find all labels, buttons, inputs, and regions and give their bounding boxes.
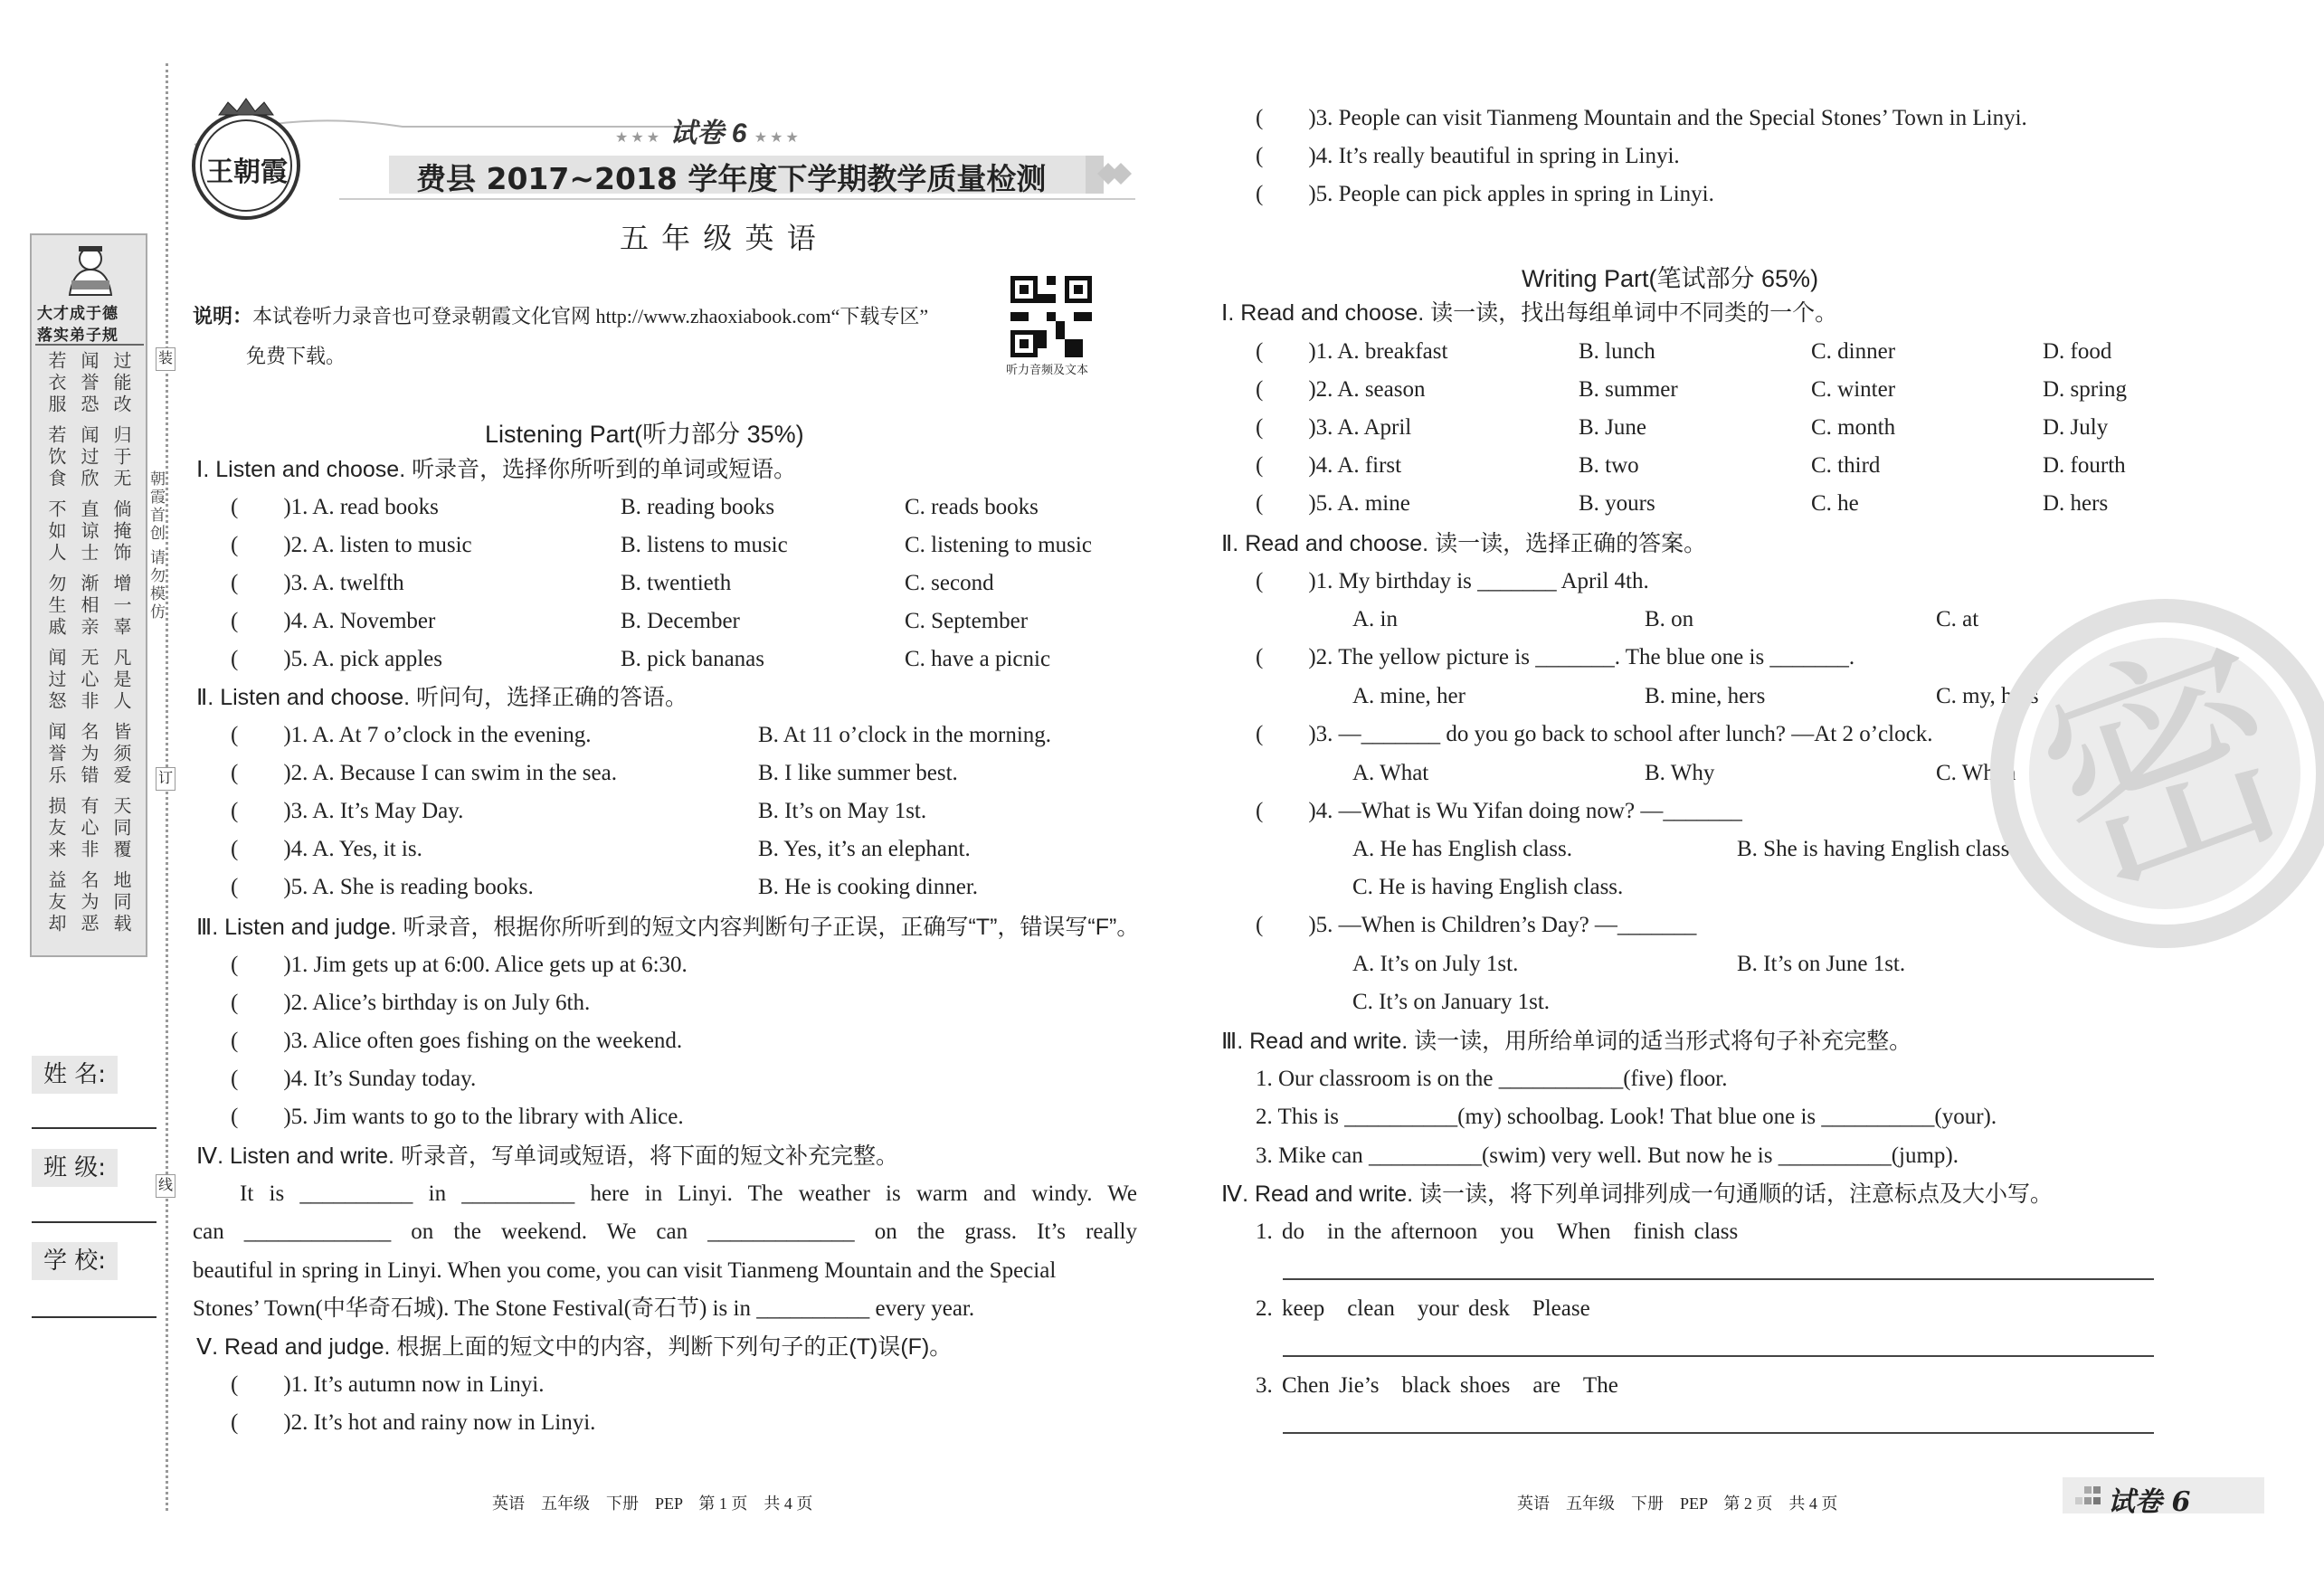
name-label: 姓 名: <box>32 1056 118 1094</box>
w2-q2: ( )2. The yellow picture is _______. The blue one is _______. <box>1256 645 1855 669</box>
w4-answer-line-1[interactable] <box>1283 1278 2154 1280</box>
w1-item-3-a: ( )3. A. April <box>1256 415 1412 440</box>
w2-q5: ( )5. —When is Children’s Day? —_______ <box>1256 913 1697 937</box>
s1-item-2-c: C. listening to music <box>905 533 1092 557</box>
proverb-column: 闻誉恐 <box>78 351 100 416</box>
w2-q5-opt-b: B. It’s on June 1st. <box>1737 952 1906 976</box>
proverb-columns <box>32 351 149 948</box>
proverb-column: 不如人 <box>45 499 67 565</box>
w3-item-3: 3. Mike can __________(swim) very well. But now he is __________(jump). <box>1256 1143 1959 1168</box>
binding-mark-zhuang: 装 <box>156 347 175 371</box>
proverb-column: 皆须爱 <box>110 722 132 787</box>
series-label: ★★★ 试卷 6 ★★★ <box>615 119 802 148</box>
w2-q4-opt-b: B. She is having English class. <box>1737 837 2016 861</box>
writing-w4-heading: Ⅳ. Read and write. 读一读，将下列单词排列成一句通顺的话，注意标点及大小写。 <box>1221 1181 2054 1207</box>
scholar-figure-icon <box>61 242 120 297</box>
qr-code-icon[interactable] <box>1010 276 1092 357</box>
w1-item-1-c: C. dinner <box>1811 339 1896 364</box>
school-label: 学 校: <box>32 1242 118 1280</box>
s1-item-3-c: C. second <box>905 571 994 595</box>
proverb-column: 归于无 <box>110 425 132 490</box>
w1-item-3-b: B. June <box>1579 415 1646 440</box>
s1-item-5-c: C. have a picnic <box>905 647 1051 671</box>
w1-item-4-b: B. two <box>1579 453 1639 478</box>
w2-q1-opt-b: B. on <box>1645 607 1694 631</box>
s1-item-1-b: B. reading books <box>621 495 775 519</box>
s1-item-3-b: B. twentieth <box>621 571 732 595</box>
star-icon: ★★★ <box>615 130 663 146</box>
binding-mark-ding: 订 <box>156 767 175 791</box>
listening-s3-heading: Ⅲ. Listen and judge. 听录音，根据你所听到的短文内容判断句子正误，正确写“T”，错误写“F”。 <box>196 915 1140 940</box>
qr-caption: 听力音频及文本 <box>1006 363 1089 376</box>
w1-item-5-d: D. hers <box>2043 491 2109 516</box>
proverb-column: 若衣服 <box>45 351 67 416</box>
proverb-column: 过能改 <box>110 351 132 416</box>
confidential-watermark: 密 <box>2009 600 2324 938</box>
s1-item-1-c: C. reads books <box>905 495 1039 519</box>
s1-item-1-a: ( )1. A. read books <box>231 495 439 519</box>
passage-line-3: beautiful in spring in Linyi. When you come, you can visit Tianmeng Mountain and the Special <box>193 1258 1057 1283</box>
s1-item-2-b: B. listens to music <box>621 533 788 557</box>
s3-item-5: ( )5. Jim wants to go to the library with Alice. <box>231 1105 684 1129</box>
s2-item-1-b: B. At 11 o’clock in the morning. <box>758 723 1052 747</box>
w1-item-2-a: ( )2. A. season <box>1256 377 1426 402</box>
w2-q3-opt-c: C. When <box>1936 761 2016 785</box>
w2-q5-opt-a: A. It’s on July 1st. <box>1352 952 1519 976</box>
s3-item-3: ( )3. Alice often goes fishing on the weekend. <box>231 1029 683 1053</box>
s1-item-5-a: ( )5. A. pick apples <box>231 647 442 671</box>
s5-item-1: ( )1. It’s autumn now in Linyi. <box>231 1372 545 1397</box>
w2-q4-opt-c: C. He is having English class. <box>1352 875 1624 899</box>
copyright-note: 朝霞首创 请勿模仿 <box>147 470 165 622</box>
s2-item-3-a: ( )3. A. It’s May Day. <box>231 799 464 823</box>
w1-item-2-c: C. winter <box>1811 377 1896 402</box>
w2-q3-opt-a: A. What <box>1352 761 1429 785</box>
proverb-column: 闻誉乐 <box>45 722 67 787</box>
note-line-1: 说明：本试卷听力录音也可登录朝霞文化官网 http://www.zhaoxiabook.com“下载专区” <box>193 305 929 327</box>
w2-q1-opt-c: C. at <box>1936 607 1979 631</box>
s1-item-5-b: B. pick bananas <box>621 647 764 671</box>
class-field[interactable] <box>32 1221 157 1223</box>
proverb-column: 天同覆 <box>110 796 132 861</box>
s2-item-3-b: B. It’s on May 1st. <box>758 799 927 823</box>
s2-item-2-a: ( )2. A. Because I can swim in the sea. <box>231 761 617 785</box>
s1-item-4-c: C. September <box>905 609 1029 633</box>
w2-q5-opt-c: C. It’s on January 1st. <box>1352 990 1551 1014</box>
w2-q4: ( )4. —What is Wu Yifan doing now? —_______ <box>1256 799 1742 823</box>
proverb-column: 凡是人 <box>110 648 132 713</box>
w2-q3: ( )3. —_______ do you go back to school after lunch? —At 2 o’clock. <box>1256 722 1933 746</box>
w1-item-5-a: ( )5. A. mine <box>1256 491 1410 516</box>
proverb-column: 闻过欣 <box>78 425 100 490</box>
listening-s4-heading: Ⅳ. Listen and write. 听录音，写单词或短语，将下面的短文补充完整。 <box>196 1143 898 1169</box>
w1-item-3-d: D. July <box>2043 415 2109 440</box>
listening-s5-heading: Ⅴ. Read and judge. 根据上面的短文中的内容，判断下列句子的正(T)误(F)。 <box>196 1334 953 1360</box>
proverb-column: 增一辜 <box>110 574 132 639</box>
w4-item-2: 2. keep clean your desk Please <box>1256 1296 1590 1321</box>
name-field[interactable] <box>32 1127 157 1129</box>
binding-mark-xian: 线 <box>156 1174 175 1198</box>
w3-item-1: 1. Our classroom is on the ___________(five) floor. <box>1256 1067 1728 1091</box>
listening-s2-heading: Ⅱ. Listen and choose. 听问句，选择正确的答语。 <box>196 685 688 710</box>
school-field[interactable] <box>32 1316 157 1318</box>
s3-item-4: ( )4. It’s Sunday today. <box>231 1067 477 1091</box>
writing-w1-heading: Ⅰ. Read and choose. 读一读，找出每组单词中不同类的一个。 <box>1221 300 1838 326</box>
proverb-column: 名为错 <box>78 722 100 787</box>
w1-item-5-b: B. yours <box>1579 491 1655 516</box>
w1-item-2-d: D. spring <box>2043 377 2128 402</box>
w2-q2-opt-c: C. my, hers <box>1936 684 2039 708</box>
star-icon: ★★★ <box>754 130 802 146</box>
passage-line-1: It is __________ in __________ here in Linyi. The weather is warm and windy. We <box>240 1181 1137 1206</box>
proverb-column: 倘掩饰 <box>110 499 132 565</box>
w4-item-3: 3. Chen Jie’s black shoes are The <box>1256 1373 1618 1398</box>
s1-item-3-a: ( )3. A. twelfth <box>231 571 404 595</box>
note-line-2: 免费下载。 <box>246 345 346 367</box>
writing-w2-heading: Ⅱ. Read and choose. 读一读，选择正确的答案。 <box>1221 531 1707 556</box>
w1-item-1-a: ( )1. A. breakfast <box>1256 339 1448 364</box>
proverb-column: 名为恶 <box>78 870 100 935</box>
s2-item-4-a: ( )4. A. Yes, it is. <box>231 837 422 861</box>
brand-logo-text: 王朝霞 <box>206 157 288 188</box>
w1-item-4-d: D. fourth <box>2043 453 2126 478</box>
w2-q1-opt-a: A. in <box>1352 607 1398 631</box>
proverb-column: 有心非 <box>78 796 100 861</box>
w1-item-2-b: B. summer <box>1579 377 1678 402</box>
listening-title: Listening Part(听力部分 35%) <box>485 421 804 448</box>
w2-q2-opt-a: A. mine, her <box>1352 684 1466 708</box>
w4-answer-line-3[interactable] <box>1283 1432 2154 1434</box>
writing-title: Writing Part(笔试部分 65%) <box>1522 265 1819 292</box>
proverb-column: 损友来 <box>45 796 67 861</box>
squares-icon <box>2066 1485 2101 1508</box>
s3-item-2: ( )2. Alice’s birthday is on July 6th. <box>231 991 591 1015</box>
class-label: 班 级: <box>32 1149 118 1187</box>
s3-item-1: ( )1. Jim gets up at 6:00. Alice gets up at 6:30. <box>231 953 688 977</box>
passage-line-4: Stones’ Town(中华奇石城). The Stone Festival(奇石节) is in __________ every year. <box>193 1296 975 1321</box>
s2-item-5-b: B. He is cooking dinner. <box>758 875 979 899</box>
motto-line-1: 大才成于德 <box>37 305 119 322</box>
binding-strip <box>0 0 172 1575</box>
proverb-column: 闻过怒 <box>45 648 67 713</box>
w3-item-2: 2. This is __________(my) schoolbag. Look! That blue one is __________(your). <box>1256 1105 1997 1129</box>
w2-q4-opt-a: A. He has English class. <box>1352 837 1573 861</box>
s1-item-4-b: B. December <box>621 609 740 633</box>
w2-q1: ( )1. My birthday is _______ April 4th. <box>1256 569 1649 593</box>
passage-line-2: can _____________ on the weekend. We can _____________ on the grass. It’s really <box>193 1219 1137 1244</box>
w1-item-1-b: B. lunch <box>1579 339 1655 364</box>
w4-answer-line-2[interactable] <box>1283 1355 2154 1357</box>
s2-item-5-a: ( )5. A. She is reading books. <box>231 875 534 899</box>
proverb-column: 益友却 <box>45 870 67 935</box>
proverb-column: 勿生戚 <box>45 574 67 639</box>
w2-q3-opt-b: B. Why <box>1645 761 1715 785</box>
motto-line-2: 落实弟子规 <box>37 327 119 344</box>
s2-item-2-b: B. I like summer best. <box>758 761 958 785</box>
listening-s1-heading: Ⅰ. Listen and choose. 听录音，选择你所听到的单词或短语。 <box>196 457 797 482</box>
s5-item-2: ( )2. It’s hot and rainy now in Linyi. <box>231 1410 596 1435</box>
s5-item-4: ( )4. It’s really beautiful in spring in Linyi. <box>1256 144 1680 168</box>
w2-q2-opt-b: B. mine, hers <box>1645 684 1766 708</box>
w1-item-5-c: C. he <box>1811 491 1859 516</box>
footer-badge-label: 试卷 6 <box>2108 1486 2191 1518</box>
proverb-column: 直谅士 <box>78 499 100 565</box>
exam-title: 费县 2017~2018 学年度下学期教学质量检测 <box>416 161 1047 196</box>
proverb-column: 无心非 <box>78 648 100 713</box>
s5-item-5: ( )5. People can pick apples in spring in Linyi. <box>1256 182 1714 206</box>
w1-item-1-d: D. food <box>2043 339 2112 364</box>
s1-item-4-a: ( )4. A. November <box>231 609 436 633</box>
s5-item-3: ( )3. People can visit Tianmeng Mountain and the Special Stones’ Town in Linyi. <box>1256 106 2027 130</box>
w4-item-1: 1. do in the afternoon you When finish class <box>1256 1219 1739 1244</box>
proverb-column: 地同载 <box>110 870 132 935</box>
s1-item-2-a: ( )2. A. listen to music <box>231 533 472 557</box>
footer-right: 英语 五年级 下册 PEP 第 2 页 共 4 页 <box>1517 1494 1838 1513</box>
s2-item-1-a: ( )1. A. At 7 o’clock in the evening. <box>231 723 592 747</box>
w1-item-4-a: ( )4. A. first <box>1256 453 1402 478</box>
proverb-box <box>30 233 147 957</box>
footer-left: 英语 五年级 下册 PEP 第 1 页 共 4 页 <box>492 1494 813 1513</box>
w1-item-3-c: C. month <box>1811 415 1896 440</box>
proverb-column: 渐相亲 <box>78 574 100 639</box>
proverb-column: 若饮食 <box>45 425 67 490</box>
exam-subtitle: 五 年 级 英 语 <box>620 221 818 255</box>
w1-item-4-c: C. third <box>1811 453 1881 478</box>
footer-badge <box>2063 1477 2264 1518</box>
writing-w3-heading: Ⅲ. Read and write. 读一读，用所给单词的适当形式将句子补充完整。 <box>1221 1029 1912 1054</box>
s2-item-4-b: B. Yes, it’s an elephant. <box>758 837 971 861</box>
